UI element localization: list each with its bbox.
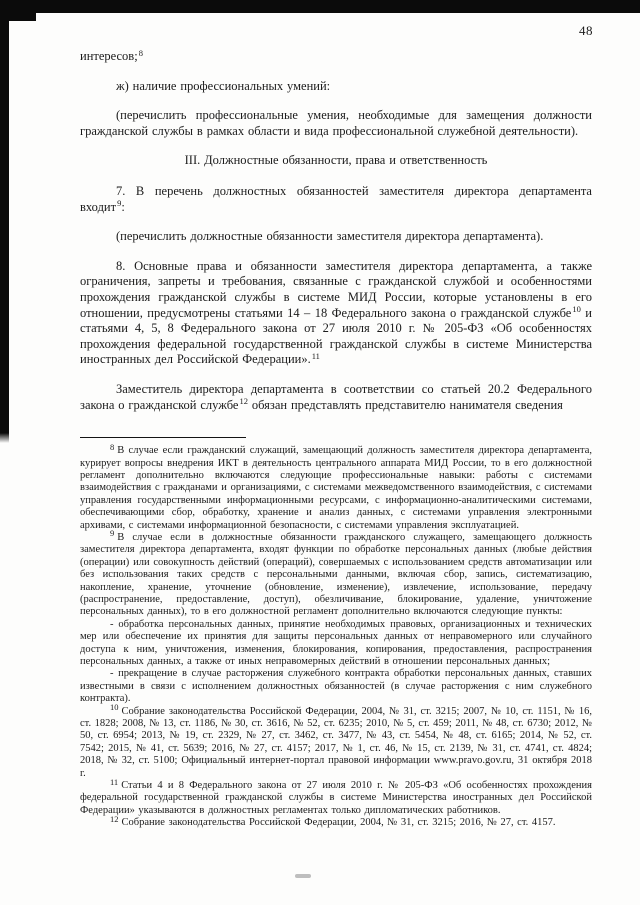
paragraph-text: 7. В перечень должностных обязанностей заместителя директора департамента входит: [80, 183, 592, 214]
footnote-9-item-1-text: - обработка персональных данных, принятие необходимых правовых, организационных и технических мер или обеспечение их принятия для защиты персональных данных от неправомерного или случайного доступа к ним, уничтожения, изменения, блокирования, копирования, предоставления, распространения персональных данных, а также от иных неправомерных действий в отношении персональных данных;: [80, 618, 592, 667]
footnote-12-text: Собрание законодательства Российской Федерации, 2004, № 31, ст. 3215; 2016, № 27, ст. 4157.: [121, 817, 556, 829]
footnote-9-item-1: [80, 619, 592, 669]
paragraph-text: и статьями 4, 5, 8 Федерального закона от 27 июля 2010 г. № 205-ФЗ «Об особенностях прохождения федеральной государственной гражданской службы в системе Министерства иностранных дел Российской Федерации».: [80, 305, 592, 367]
footnote-11: [80, 776, 592, 817]
paragraph-text: :: [121, 199, 125, 214]
paragraph-item-zh: [80, 79, 592, 95]
paragraph-interests-continuation: [80, 49, 592, 65]
footnote-9-item-2-text: - прекращение в случае расторжения служебного контракта обработки персональных данных, ставших известными в связи с исполнением должностных обязанностей (в случае расторжения с ним служебного контракта).: [80, 668, 592, 705]
footnote-9-text: В случае если в должностные обязанности гражданского служащего, замещающего должность заместителя директора департамента, входят функции по обработке персональных данных (любые действия (операции) или совокупность действий (операций), совершаемых с использованием средств автоматизации или без использования таких средств с персональными данными, включая сбор, запись, систематизацию, накопление, хранение, уточнение (обновление, изменение), извлечение, использование, передачу (распространение, предоставление, доступ), обезличивание, блокирование, удаление, уничтожение персональных данных), то в его должностной регламент дополнительно включаются следующие пункты:: [80, 531, 592, 618]
paragraph-text: (перечислить должностные обязанности заместителя директора департамента).: [116, 229, 544, 244]
paragraph-list-duties: [80, 229, 592, 245]
footnote-10-text: Собрание законодательства Российской Федерации, 2004, № 31, ст. 3215; 2007, № 10, ст. 1151, № 16, ст. 1828; 2008, № 13, ст. 1186, № 30, ст. 3616, № 52, ст. 6235; 2010, № 5, ст. 459; 2011, № 48, ст. 6730; 2012, № 50, ст. 6954; 2013, № 19, ст. 2329, № 27, ст. 3462, ст. 3477, № 43, ст. 5454, № 48, ст. 6165; 2014, № 52, ст. 7542; 2015, № 41, ст. 5639; 2016, № 27, ст. 4157; 2017, № 1, ст. 46, № 15, ст. 2139, № 31, ст. 4741, ст. 4824; 2018, № 32, ст. 5100; Официальный интернет-портал правовой информации www.pravo.gov.ru, 31 октября 2018 г.: [80, 705, 592, 779]
footnote-separator-rule: [80, 437, 246, 438]
paragraph-9: [80, 382, 592, 413]
footnote-9-item-2: [80, 668, 592, 705]
footnote-8: [80, 441, 592, 532]
footnote-ref-8: 8: [138, 47, 143, 58]
footnote-ref-11: 11: [311, 350, 320, 361]
page-number: 48: [579, 23, 593, 38]
footnote-ref-12: 12: [239, 396, 248, 406]
footnote-ref-10: 10: [572, 304, 581, 315]
footnote-10: [80, 702, 592, 780]
paragraph-text: 8. Основные права и обязанности заместителя директора департамента, а также ограничения, запреты и требования, связанные с гражданской службой и особенностями прохождения гражданской службы в системе МИД России, которые установлены в его отношении, предусмотрены статьями 14 – 18 Федерального закона о гражданской службе: [80, 258, 592, 320]
footnote-8-marker: 8: [110, 441, 115, 452]
paragraph-7: [80, 184, 592, 215]
paragraph-list-skills: [80, 108, 592, 139]
scan-artifact-left-bar-fade: [0, 433, 9, 443]
footnotes-section: [80, 441, 592, 830]
footnote-11-marker: 11: [110, 776, 119, 787]
scan-artifact-bottom-mark: [295, 874, 311, 878]
footnote-9: [80, 528, 592, 619]
paragraph-text: Заместитель директора департамента в соответствии со статьей 20.2 Федерального закона о гражданской службе: [80, 381, 592, 412]
footnote-8-text: В случае если гражданский служащий, замещающий должность заместителя директора департамента, курирует вопросы внедрения ИКТ в деятельность центрального аппарата МИД России, то в его должностной регламент дополнительно включаются следующие профессиональные навыки: работы с системами взаимодействия с гражданами и организациями, с системами межведомственного взаимодействия, с системами управления государственными информационными ресурсами, с информационно-аналитическими системами, обеспечивающими сбор, обработку, хранение и анализ данных, с системами управления электронными архивами, с системами информационной безопасности, с системами управления эксплуатацией.: [80, 445, 592, 531]
footnote-ref-9: 9: [117, 198, 122, 209]
footnote-12-marker: 12: [110, 813, 119, 824]
paragraph-text: ж) наличие профессиональных умений:: [116, 78, 331, 93]
heading-text: III. Должностные обязанности, права и ответственность: [184, 153, 488, 168]
footnote-12: [80, 813, 592, 829]
scan-artifact-top-bar: [0, 0, 640, 13]
scan-artifact-left-bar: [0, 0, 9, 433]
section-heading-iii: [80, 153, 592, 169]
document-body: [80, 49, 592, 830]
paragraph-text: (перечислить профессиональные умения, необходимые для замещения должности гражданской службы в рамках области и вида профессиональной служебной деятельности).: [80, 108, 592, 138]
paragraph-text: обязан представлять представителю нанимателя сведения: [247, 397, 563, 412]
paragraph-8: [80, 259, 592, 368]
footnote-11-text: Статьи 4 и 8 Федерального закона от 27 июля 2010 г. № 205-ФЗ «Об особенностях прохождения федеральной государственной гражданской службы в системе Министерства иностранных дел Российской Федерации» указываются в должностных регламентах только дипломатических работников.: [80, 780, 592, 816]
footnote-10-marker: 10: [110, 702, 119, 713]
paragraph-text: интересов;: [80, 49, 138, 63]
footnote-9-marker: 9: [110, 528, 115, 539]
